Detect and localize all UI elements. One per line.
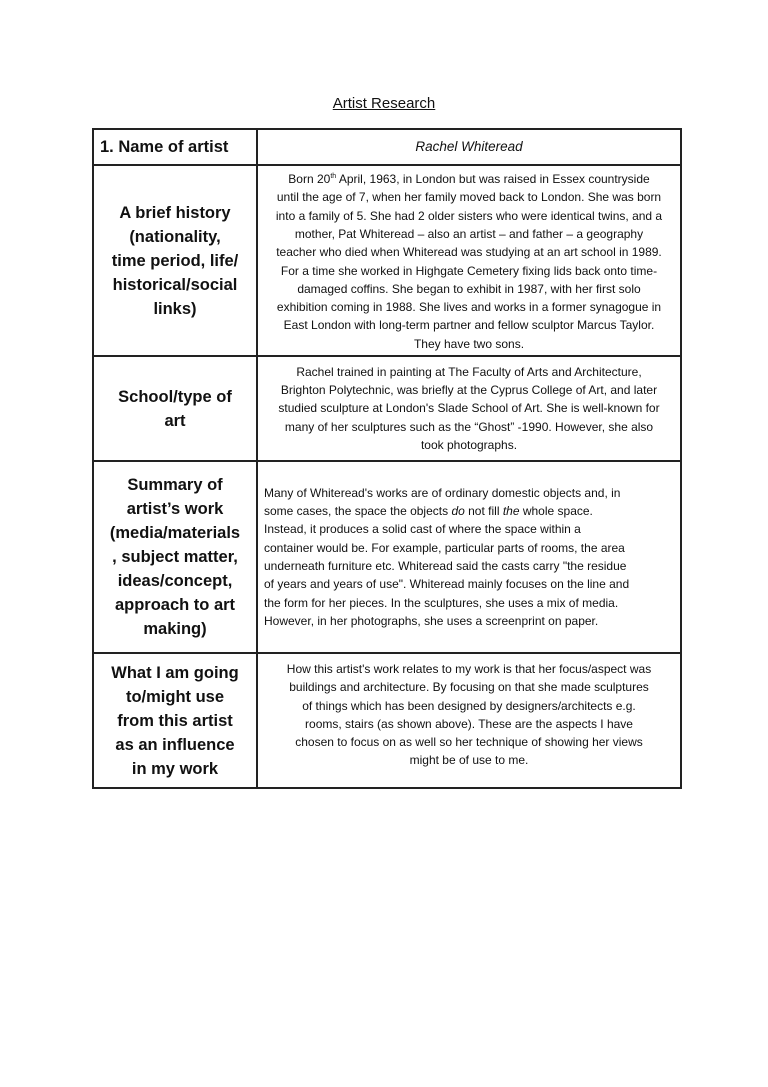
text-line: damaged coffins. She began to exhibit in 1987, with her first solo [297, 281, 641, 296]
label-influence [93, 653, 257, 788]
text-line: mother, Pat Whiteread – also an artist – and father – a geography [294, 226, 644, 241]
row-influence [93, 653, 681, 788]
label-summary [93, 461, 257, 653]
text-line: For a time she worked in Highgate Cemetery fixing lids back onto time- [280, 263, 658, 278]
text-line: studied sculpture at London's Slade School of Art. She is well-known for [278, 401, 660, 416]
superscript: th [330, 173, 337, 181]
text-segment: April, 1963, in London but was raised in Essex countryside [336, 172, 650, 187]
text-line: the form for her pieces. In the sculptures, she uses a mix of media. [264, 595, 619, 610]
text-line: took photographs. [420, 437, 518, 452]
document-title: Artist Research [332, 95, 436, 112]
text-line: Brighton Polytechnic, was briefly at the Cyprus College of Art, and later [280, 383, 658, 398]
label-line: What I am going [111, 663, 239, 682]
italic-text: the [502, 504, 520, 519]
text-line: How this artist's work relates to my work is that her focus/aspect was [286, 662, 652, 676]
school-lines [262, 363, 676, 454]
text-line: Rachel trained in painting at The Faculty of Arts and Architecture, [296, 364, 642, 379]
label-line: art [164, 411, 186, 430]
artist-research-table [92, 128, 682, 789]
text-line: of things which has been designed by designers/architects e.g. [302, 698, 636, 713]
text-line: East London with long-term partner and fellow sculptor Marcus Taylor. [283, 318, 655, 333]
text-line: Instead, it produces a solid cast of where the space within a [264, 522, 581, 537]
label-line: as an influence [115, 735, 235, 754]
text-line: Many of Whiteread's works are of ordinary domestic objects and, in [264, 485, 621, 500]
text-segment: not fill [464, 504, 503, 519]
label-line: (nationality, [129, 227, 221, 246]
text-line: many of her sculptures such as the “Ghost” -1990. However, she also [284, 419, 654, 434]
label-line: approach to art [114, 596, 236, 614]
history-lines [262, 188, 676, 353]
row-history [93, 165, 681, 356]
text-line: might be of use to me. [409, 753, 529, 768]
row-school [93, 356, 681, 461]
label-line: making) [143, 620, 207, 638]
label-line: Summary of [127, 476, 223, 494]
school-text [257, 356, 681, 461]
influence-lines [262, 660, 676, 770]
label-line: artist’s work [126, 500, 224, 518]
label-line: from this artist [117, 711, 233, 730]
text-line: chosen to focus on as well so her technique of showing her views [295, 735, 643, 750]
text-line: buildings and architecture. By focusing on that she made sculptures [289, 680, 649, 695]
text-line: into a family of 5. She had 2 older sisters who were identical twins, and a [275, 208, 663, 223]
label-line: links) [153, 299, 197, 318]
text-line [264, 502, 676, 520]
summary-lines [264, 520, 676, 630]
summary-text [257, 461, 681, 653]
italic-text: do [451, 504, 465, 519]
text-line [262, 168, 676, 188]
row-summary [93, 461, 681, 653]
label-line: time period, life/ [111, 251, 239, 270]
row-name-of-artist [93, 129, 681, 165]
text-segment: some cases, the space the objects [264, 504, 452, 519]
label-line: School/type of [118, 387, 232, 406]
label-name-of-artist: 1. Name of artist [93, 129, 257, 165]
text-line: exhibition coming in 1988. She lives and works in a former synagogue in [276, 300, 662, 315]
label-school [93, 356, 257, 461]
history-text [257, 165, 681, 356]
text-line: However, in her photographs, she uses a screenprint on paper. [264, 613, 599, 628]
label-history [93, 165, 257, 356]
label-line: A brief history [119, 203, 231, 222]
text-line: until the age of 7, when her family moved back to London. She was born [276, 190, 662, 205]
text-segment: Born 20 [288, 172, 331, 187]
label-line: to/might use [125, 687, 225, 706]
text-segment: whole space. [519, 504, 593, 519]
artist-name: Rachel Whiteread [257, 129, 681, 165]
text-line: container would be. For example, particular parts of rooms, the area [264, 540, 625, 555]
text-line: of years and years of use". Whiteread mainly focuses on the line and [264, 577, 630, 592]
label-line: in my work [131, 759, 219, 778]
text-line: underneath furniture etc. Whiteread said the casts carry "the residue [264, 559, 627, 573]
influence-text [257, 653, 681, 788]
label-line: (media/materials [109, 524, 241, 542]
label-line: historical/social [112, 275, 238, 294]
text-line: teacher who died when Whiteread was studying at an art school in 1989. [276, 245, 662, 260]
text-line: rooms, stairs (as shown above). These are the aspects I have [305, 716, 633, 731]
label-line: , subject matter, [112, 548, 238, 566]
text-line: They have two sons. [413, 336, 525, 351]
label-line: ideas/concept, [117, 572, 233, 590]
